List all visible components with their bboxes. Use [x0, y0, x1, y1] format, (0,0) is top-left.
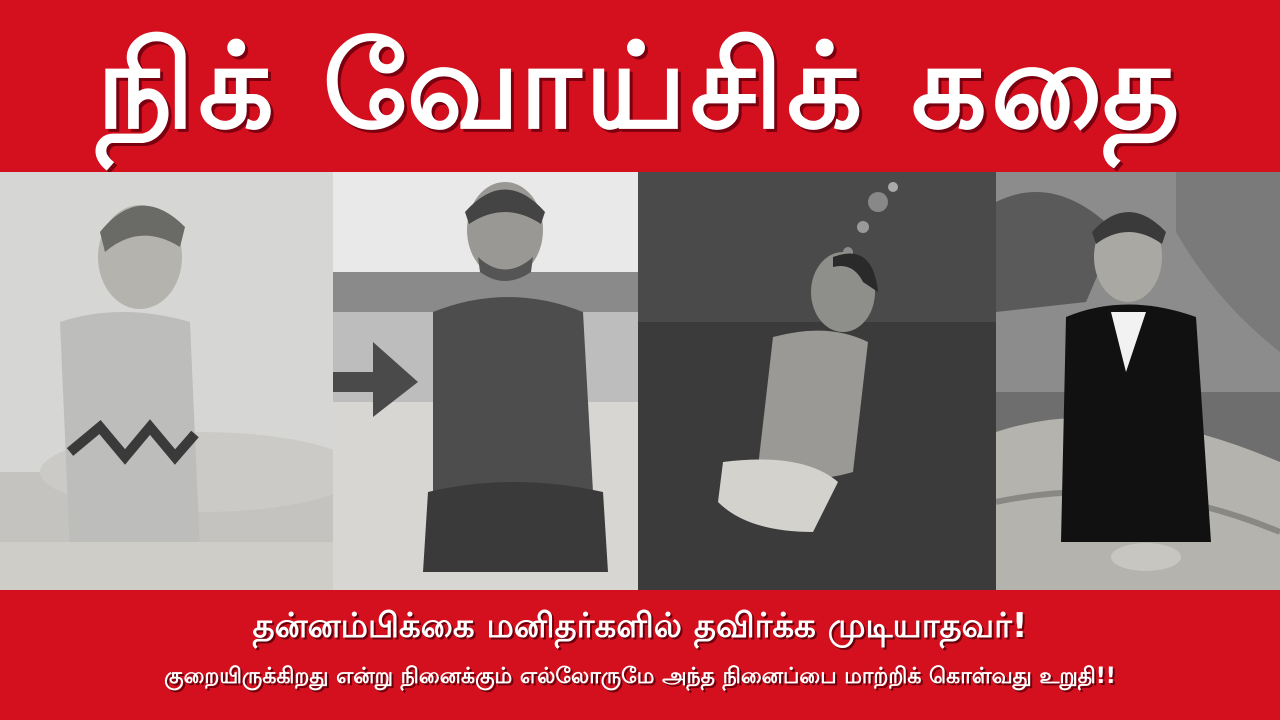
caption-banner: [0, 590, 1280, 720]
page-title: நிக் வோய்சிக் கதை: [96, 17, 1184, 155]
title-banner: [0, 0, 1280, 172]
child-photo: [0, 172, 333, 590]
caption-subline: குறையிருக்கிறது என்று நினைக்கும் எல்லோருமே அந்த நினைப்பை மாற்றிக் கொள்வது உறுதி!!: [164, 664, 1116, 689]
caption-headline: தன்னம்பிக்கை மனிதர்களில் தவிர்க்க முடியாதவர்!: [252, 606, 1028, 646]
beach-photo: [333, 172, 638, 590]
photo-collage: [0, 172, 1280, 590]
underwater-photo: [638, 172, 996, 590]
suit-photo: [996, 172, 1280, 590]
